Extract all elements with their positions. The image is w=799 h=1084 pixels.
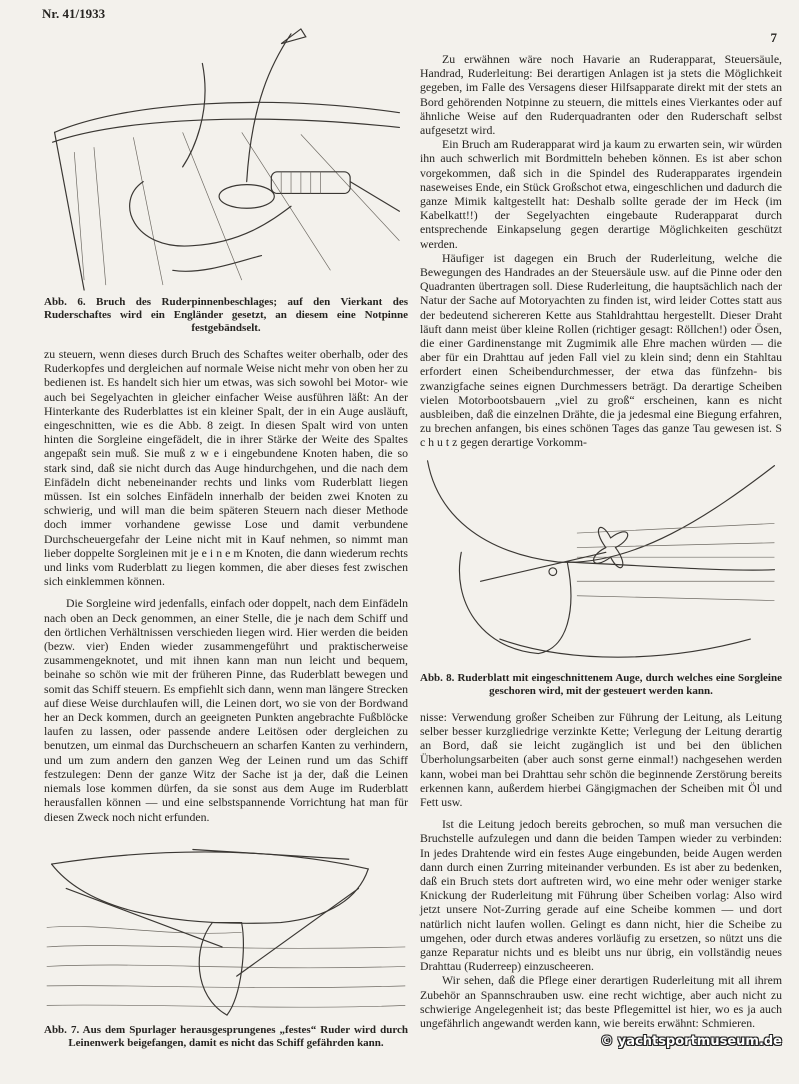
paragraph: zu steuern, wenn dieses durch Bruch des Schaftes weiter oberhalb, oder des Ruderkopfes und dergleichen auf normale Weise nicht mehr von oben her zu bedienen ist. Es handelt sich hier um etwas, was sich sowohl bei Motor- wie auch bei Segelyachten in gleicher einfacher Weise ausführen läßt: An der Hinterkante des Ruderblattes ist ein kleiner Spalt, der in ein Auge ausläuft, eingeschnitten, wie es die Abb. 8 zeigt. In diesen Spalt wird von unten hinten die Sorgleine eingefädelt, die in ihrer Stärke der Weite des Spaltes angepaßt sein muß. Sie muß z w e i eingebundene Knoten haben, die so stark sind, daß sie nicht durch das Auge hindurchgehen, und die nach dem Einfädeln dicht nebeneinander rechts und links vom Ruderblatt liegen müssen. Ist ein solches Einfädeln innerhalb der beiden zwei Knoten zu schwierig, und will man die beim späteren Steuern nach dieser Methode doch immer vorhandene gewisse Lose und damit verbundene Durchscheuergefahr der Leine nicht mit in Kauf nehmen, so nimmt man lieber doppelte Sorgleinen mit je e i n e m Knoten, die dann wiederum rechts und links vom Ruderblatt zu liegen kommen, die aber dieses fest zwischen sich einklemmen können. (44, 347, 408, 589)
watermark: © yachtsportmuseum.de (600, 1034, 782, 1050)
figure-6-caption: Abb. 6. Bruch des Ruderpinnenbeschlages; auf den Vierkant des Ruderschaftes wird ein Engländer gesetzt, an diesem eine Notpinne festgebändselt. (44, 296, 408, 334)
paragraph: Zu erwähnen wäre noch Havarie an Ruderapparat, Steuersäule, Handrad, Ruderleitung: Bei derartigen Anlagen ist ja stets die Möglichkeit gegeben, im Falle des Versagens dieser Hilfsapparate direkt mit der stets an Bord gehörenden Notpinne zu steuern, die mittels eines Vierkantes oder auf ähnliche Weise auf den Ruderquadranten oder den Ruderschaft selbst aufgesetzt wird. (420, 52, 782, 138)
paragraph: Ein Bruch am Ruderapparat wird ja kaum zu erwarten sein, wir würden ihn auch schwerlich mit Bordmitteln beheben können. Es ist aber schon vorgekommen, daß sich in die Spindel des Ruderapparates irgendein naseweises Ende, ein Stück Großschot etwa, eingeschlichen und dadurch die ganze Mimik kaltgestellt hat: Deshalb sollte gerade der im Heck (im Kabelkatt!!) der Segelyachten eingebaute Ruderapparat durch entsprechende Einkapselung gegen derartige Möglichkeiten geschützt werden. (420, 137, 782, 251)
right-column-text-bottom (420, 710, 782, 1030)
paragraph: Die Sorgleine wird jedenfalls, einfach oder doppelt, nach dem Einfädeln nach oben an Deck genommen, an einer Stelle, die je nach dem Schiff und den örtlichen Verhältnissen verschieden liegen wird. Hier werden die beiden (bezw. vier) Enden wieder zusammengeführt und praktischerweise zusammengeknotet, und mit ihnen kann man nun leicht und bequem, beinahe so schön wie mit der früheren Pinne, das Ruderblatt bewegen und somit das Schiff steuern. Es empfiehlt sich dann, wenn man längere Strecken auf diese Weise durchlaufen will, die Leinen dort, wo sie von der Bordwand her an Deck kommen, durch an geeigneten Punkten angebrachte Fußblöcke laufen zu lassen, oder passende andere Leitösen oder dergleichen zu benutzen, um einmal das Durchscheuern an scharfen Kanten zu verhindern, und um zum andern den ganzen Weg der Leinen rund um das Schiff festzulegen: Denn der ganze Witz der Sache ist ja der, daß die Leinen niemals lose kommen dürfen, da sie sonst aus dem Auge im Ruderblatt herausfallen können — und eine selbstspannende Vorrichtung hat man für diesen Zweck noch nicht erfunden. (44, 596, 408, 824)
paragraph: Ist die Leitung jedoch bereits gebrochen, so muß man versuchen die Bruchstelle aufzulegen und dann die beiden Tampen wieder zu verbinden: In jedes Drahtende wird ein festes Auge eingebunden, beide Augen werden dann durch einen Zurring miteinander verbunden. Es ist aber zu bedenken, daß ein Bruch stets dort auftreten wird, wo eine mehr oder weniger starke Knickung der Ruderleitung mit Führung über Scheiben vorlag: Also wird jetzt unsere Not-Zurring gerade auf eine Scheibe kommen — und dort natürlich nicht laufen wollen. Gelingt es dann nicht, hier die Scheibe zu umgehen, oder durch etwas anderes vorläufig zu ersetzen, so nützt uns die ganze Reparatur nichts und es bleibt uns nur übrig, ein vollständig neues Drahttau (Ruderreep) einzuscheeren. (420, 817, 782, 974)
paragraph: nisse: Verwendung großer Scheiben zur Führung der Leitung, als Leitung selber besser kurzgliedrige verzinkte Kette; Verlegung der Leitung derartig an Bord, daß sie leicht zugänglich ist und bei den üblichen Überholungsarbeiten (aber auch sonst gerne einmal!) nachgesehen werden kann, wobei man bei Drahttau sehr schön die beginnende Zerstörung bereits erkennen kann, außerdem hierbei Gängigmachen der Scheiben mit Öl und Fett usw. (420, 709, 782, 809)
figure-8-caption: Abb. 8. Ruderblatt mit eingeschnittenem Auge, durch welches eine Sorgleine geschoren wird, mit der gesteuert werden kann. (420, 671, 782, 697)
figure-7-caption: Abb. 7. Aus dem Spurlager herausgesprungenes „festes“ Ruder wird durch Leinenwerk beigefangen, damit es nicht das Schiff gefährden kann. (44, 1023, 408, 1049)
figure-6-illustration (44, 24, 408, 292)
paragraph: Häufiger ist dagegen ein Bruch der Ruderleitung, welche die Bewegungen des Handrades an der Steuersäule usw. auf die Pinne oder den Quadranten übertragen soll. Diese Ruderleitung, die hauptsächlich nach der Natur der Sache auf Motoryachten zu finden ist, wird leider Cottes statt aus der bedeutend sichereren Kette aus Stahldrahttau hergestellt. Dieser Draht läuft dann meist über kleine Rollen (richtiger gesagt: Röllchen!) oder Ösen, die einer Gardinenstange mit Zugmimik alle Ehre machen würden — die aber für ein Drahttau auf jeden Fall viel zu klein sind; denn ein Stahltau erfordert einen Scheibendurchmesser, der etwa das fünfzehn- bis zwanzigfache seines eignen Durchmessers beträgt. Da derartige Scheiben vielen Motorbootsbauern „viel zu groß“ erscheinen, kann es nicht ausbleiben, daß die einzelnen Drähte, die ja jedesmal eine Biegung erfahren, zu brechen anfangen, bis eines schönen Tages das ganze Tau gewesen ist. S c h u t z gegen derartige Vorkomm- (420, 250, 782, 450)
left-column-text-top (44, 347, 408, 588)
right-column (420, 52, 782, 1049)
figure-7-illustration (44, 830, 408, 1020)
paragraph: Wir sehen, daß die Pflege einer derartigen Ruderleitung mit all ihrem Zubehör an Spannschrauben usw. eine recht wichtige, aber auch nicht zu schwierige Angelegenheit ist; das beste Pflegemittel ist hier, wo es ja auch ungefährlich angewandt werden kann, wie bereits erwähnt: Schmieren. (420, 973, 782, 1030)
left-column (44, 24, 408, 1050)
right-column-text-top (420, 52, 782, 450)
left-column-text-bottom (44, 596, 408, 823)
figure-8-illustration (420, 456, 782, 668)
page-number: 7 (770, 30, 777, 45)
issue-number: Nr. 41/1933 (42, 6, 106, 21)
